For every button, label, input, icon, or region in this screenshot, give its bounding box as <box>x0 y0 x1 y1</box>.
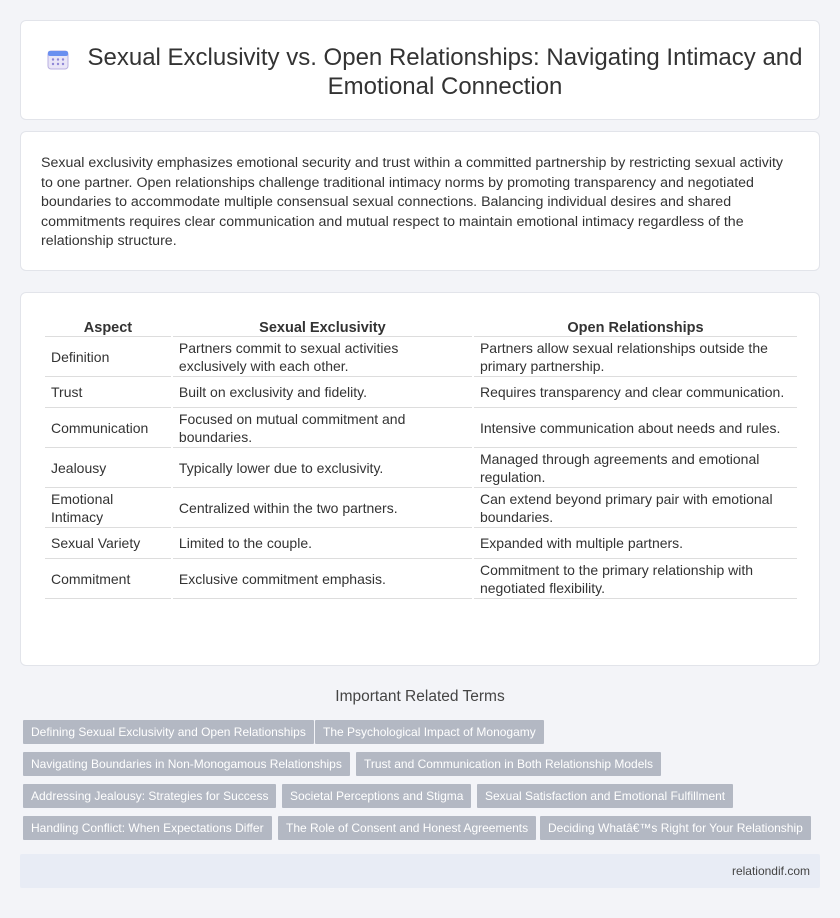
table-row <box>45 448 797 488</box>
related-term-tag[interactable]: Societal Perceptions and Stigma <box>282 784 471 808</box>
table-row <box>45 377 797 408</box>
comparison-table-card <box>20 292 820 666</box>
related-term-tag[interactable]: Deciding Whatâ€™s Right for Your Relationship <box>540 816 811 840</box>
related-term-tag[interactable]: Trust and Communication in Both Relationship Models <box>356 752 661 776</box>
related-term-tag[interactable]: The Role of Consent and Honest Agreements <box>278 816 536 840</box>
table-row <box>45 408 797 448</box>
row-exclusivity-value: Centralized within the two partners. <box>173 488 472 528</box>
related-term-tag[interactable]: Handling Conflict: When Expectations Differ <box>23 816 272 840</box>
row-exclusivity-value: Typically lower due to exclusivity. <box>173 448 472 488</box>
related-term-tag[interactable]: Defining Sexual Exclusivity and Open Relationships <box>23 720 314 744</box>
row-open-value: Partners allow sexual relationships outside the primary partnership. <box>474 337 797 377</box>
row-aspect: Commitment <box>45 559 171 599</box>
row-aspect: Jealousy <box>45 448 171 488</box>
row-exclusivity-value: Focused on mutual commitment and boundaries. <box>173 408 472 448</box>
row-aspect: Emotional Intimacy <box>45 488 171 528</box>
row-open-value: Expanded with multiple partners. <box>474 528 797 559</box>
row-open-value: Managed through agreements and emotional regulation. <box>474 448 797 488</box>
table-row <box>45 528 797 559</box>
row-exclusivity-value: Partners commit to sexual activities exclusively with each other. <box>173 337 472 377</box>
header-aspect: Aspect <box>45 315 171 337</box>
row-aspect: Definition <box>45 337 171 377</box>
related-terms-title: Important Related Terms <box>335 688 505 705</box>
header-card <box>20 20 820 120</box>
row-exclusivity-value: Built on exclusivity and fidelity. <box>173 377 472 408</box>
row-open-value: Intensive communication about needs and rules. <box>474 408 797 448</box>
intro-text: Sexual exclusivity emphasizes emotional security and trust within a committed partnership by restricting sexual activity to one partner. Open relationships challenge traditional intimacy norms by promoting transparency and negotiated boundaries to accommodate multiple consensual sexual connections. Balancing individual desires and shared commitments requires clear communication and mutual respect to maintain emotional intimacy regardless of the relationship structure. <box>41 155 784 250</box>
row-open-value: Commitment to the primary relationship with negotiated flexibility. <box>474 559 797 599</box>
calendar-icon <box>47 48 69 70</box>
header-sexual-exclusivity: Sexual Exclusivity <box>173 315 472 337</box>
table-row <box>45 337 797 377</box>
intro-card <box>20 131 820 271</box>
page-title: Sexual Exclusivity vs. Open Relationships: Navigating Intimacy and Emotional Connection <box>87 44 803 100</box>
row-exclusivity-value: Exclusive commitment emphasis. <box>173 559 472 599</box>
header-open-relationships: Open Relationships <box>474 315 797 337</box>
table-row <box>45 488 797 528</box>
row-exclusivity-value: Limited to the couple. <box>173 528 472 559</box>
row-aspect: Communication <box>45 408 171 448</box>
row-open-value: Requires transparency and clear communication. <box>474 377 797 408</box>
related-term-tag[interactable]: The Psychological Impact of Monogamy <box>315 720 544 744</box>
comparison-table <box>43 315 799 599</box>
row-open-value: Can extend beyond primary pair with emotional boundaries. <box>474 488 797 528</box>
row-aspect: Trust <box>45 377 171 408</box>
related-term-tag[interactable]: Navigating Boundaries in Non-Monogamous Relationships <box>23 752 350 776</box>
table-row <box>45 559 797 599</box>
footer <box>20 854 820 888</box>
footer-site[interactable]: relationdif.com <box>731 864 810 878</box>
related-term-tag[interactable]: Sexual Satisfaction and Emotional Fulfillment <box>477 784 733 808</box>
row-aspect: Sexual Variety <box>45 528 171 559</box>
related-term-tag[interactable]: Addressing Jealousy: Strategies for Success <box>23 784 276 808</box>
